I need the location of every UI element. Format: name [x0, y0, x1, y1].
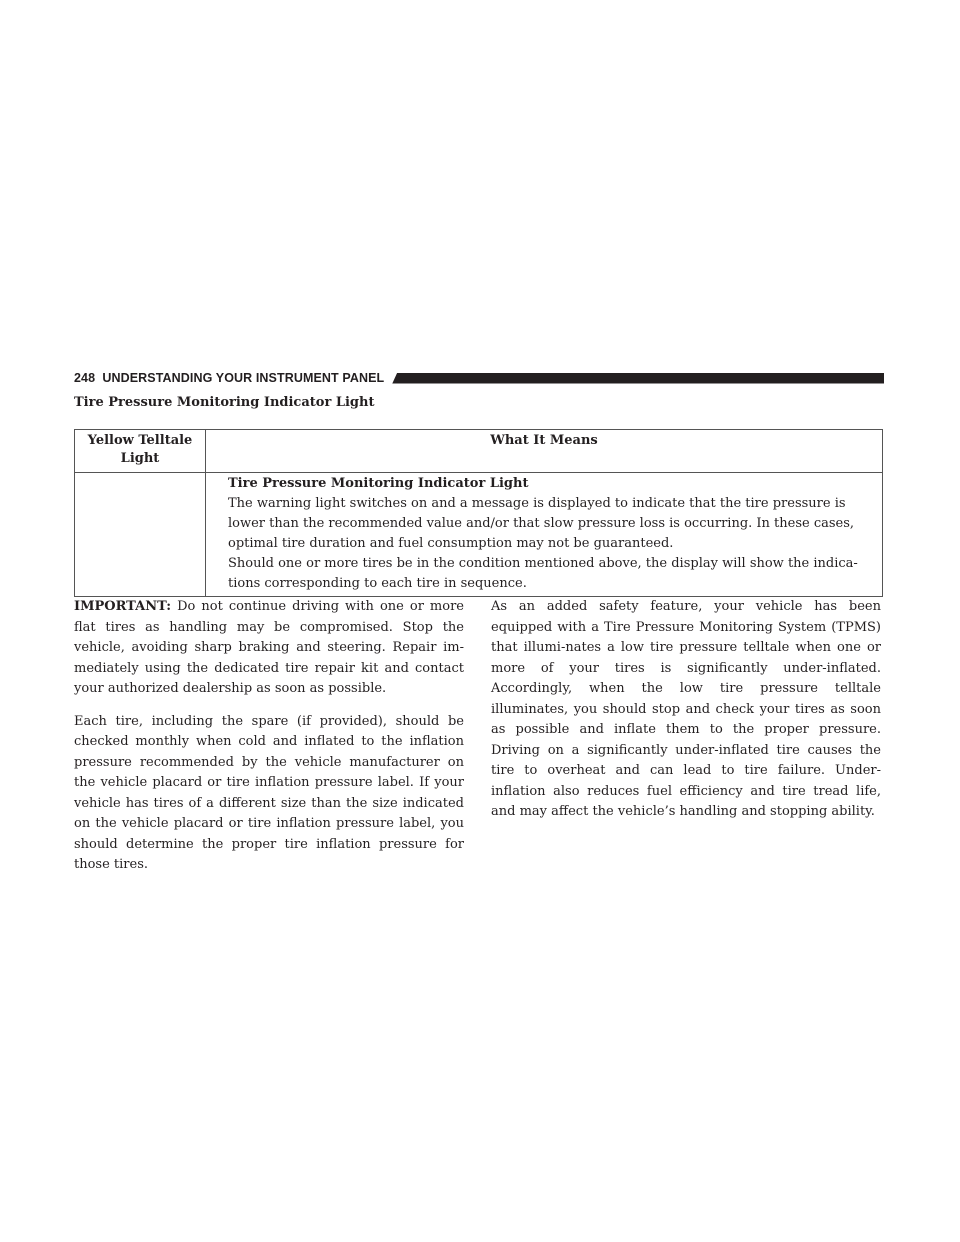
section-title: Tire Pressure Monitoring Indicator Light	[74, 395, 375, 410]
spare-tire-paragraph: Each tire, including the spare (if provided), should be checked monthly when cold and inflated to the inflation pressure recommended by the vehicle manufacturer on the vehicle placard or tire inflation pressure label. If your vehicle has tires of a different size than the size indicated on the vehicle placard or tire inflation pressure label, you should determine the proper tire inflation pressure for those tires.	[74, 713, 464, 872]
important-paragraph	[74, 597, 464, 700]
page-header	[74, 368, 884, 388]
section-name: UNDERSTANDING YOUR INSTRUMENT PANEL	[102, 371, 385, 385]
tpms-paragraph: As an added safety feature, your vehicle has been equipped with a Tire Pressure Monitoring System (TPMS) that illumi-nates a low tire pressure telltale when one or more of your tires is significantly under-inflated. Accordingly, when the low tire pressure telltale illuminates, you should stop and check your tires as soon as possible and inflate them to the proper pressure. Driving on a significantly under-inflated tire causes the tire to overheat and can lead to tire failure. Under-inflation also reduces fuel efficiency and tire tread life, and may affect the vehicle’s handling and stopping ability.	[491, 599, 881, 819]
col-header-telltale: Yellow Telltale Light	[75, 430, 206, 473]
table-row	[75, 473, 883, 597]
row-para-2: Should one or more tires be in the condition mentioned above, the display will show the indica-tions corresponding to each tire in sequence.	[228, 556, 858, 591]
page-header-text	[74, 371, 384, 385]
important-label: IMPORTANT:	[74, 599, 172, 614]
header-rule	[392, 373, 884, 384]
col-header-meaning: What It Means	[206, 430, 883, 473]
row-para-1: The warning light switches on and a message is displayed to indicate that the tire pressure is lower than the recommended value and/or that slow pressure loss is occurring. In these cases, optimal tire duration and fuel consumption may not be guaranteed.	[228, 496, 855, 551]
page-number: 248	[74, 371, 96, 385]
table-header-row	[75, 430, 883, 473]
left-column	[74, 597, 464, 888]
meaning-cell	[206, 473, 883, 597]
telltale-table	[74, 429, 883, 597]
important-text: Do not continue driving with one or more flat tires as handling may be compromised. Stop the vehicle, avoiding sharp braking and steering. Repair im-mediately using the dedicated tire repair kit and contact your authorized dealership as soon as possible.	[74, 599, 464, 696]
telltale-icon-cell	[75, 473, 206, 597]
row-title: Tire Pressure Monitoring Indicator Light	[228, 476, 529, 491]
right-column	[491, 597, 881, 835]
